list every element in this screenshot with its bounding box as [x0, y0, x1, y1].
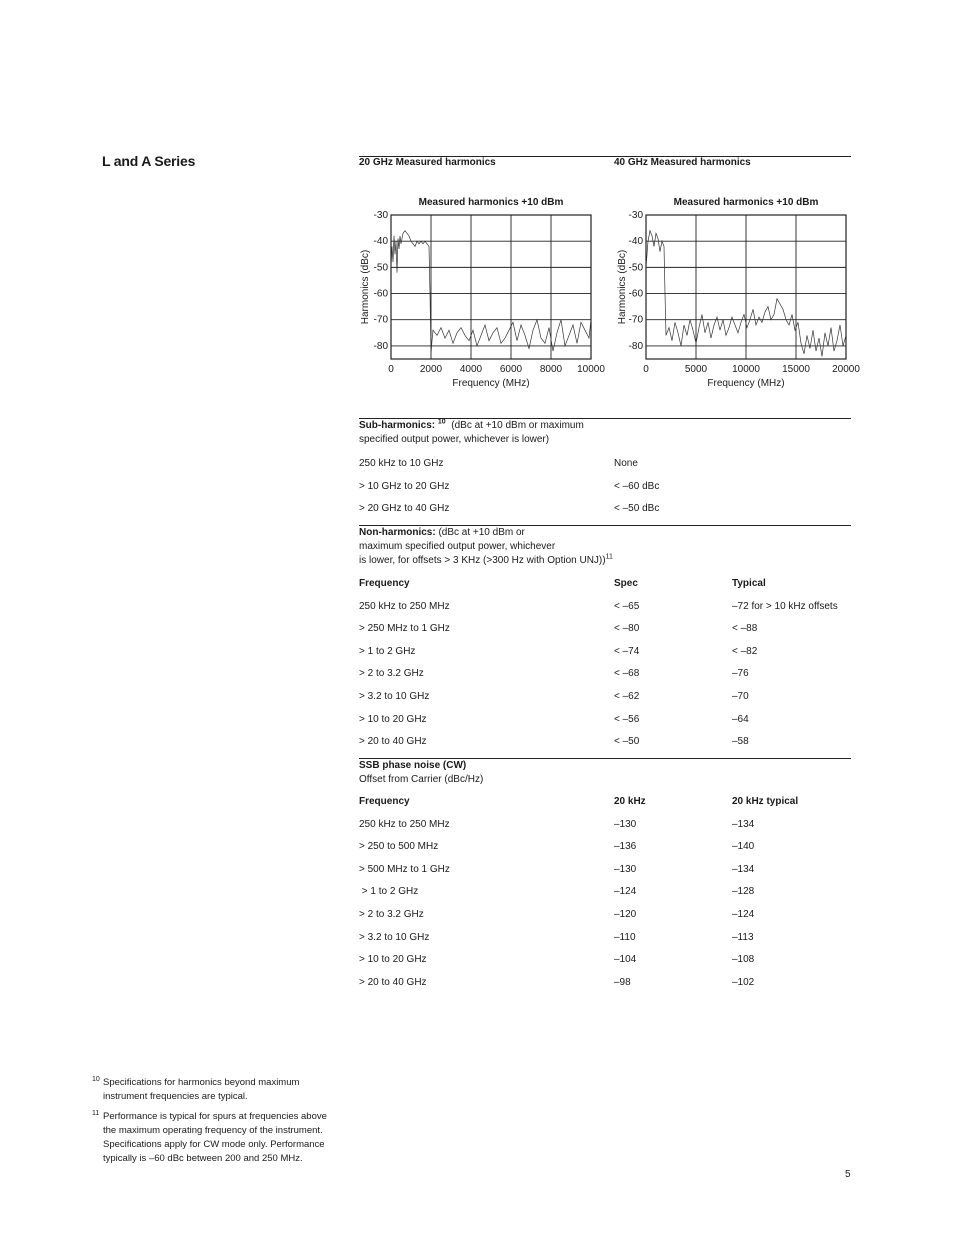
table-cell: > 1 to 2 GHz: [359, 645, 416, 657]
y-tick-label: -30: [373, 210, 388, 221]
x-tick-label: 20000: [832, 364, 860, 375]
table-cell: < –82: [732, 645, 758, 657]
section-title: L and A Series: [102, 153, 196, 169]
table-cell: > 10 to 20 GHz: [359, 713, 427, 725]
table-cell: –130: [614, 863, 637, 875]
table-cell: –113: [732, 931, 754, 943]
table-cell: –120: [614, 909, 637, 920]
table-cell: –134: [732, 818, 755, 830]
table-header-cell: Typical: [732, 578, 766, 589]
table-cell: > 2 to 3.2 GHz: [359, 909, 424, 920]
x-tick-label: 5000: [684, 364, 708, 375]
chart-20ghz-harmonics: [355, 190, 605, 390]
table-cell: > 20 GHz to 40 GHz: [359, 503, 450, 515]
x-tick-label: 0: [388, 364, 394, 375]
table-cell: None: [614, 458, 638, 469]
table-cell: > 20 to 40 GHz: [359, 976, 427, 988]
table-cell: > 10 GHz to 20 GHz: [359, 480, 450, 492]
x-tick-label: 4000: [459, 364, 483, 375]
table-header-cell: Frequency: [359, 578, 410, 589]
footnote-11: [92, 1110, 337, 1166]
sub-harmonics-note-1: (dBc at +10 dBm or maximum: [445, 420, 584, 431]
table-header-cell: 20 kHz: [614, 796, 646, 807]
table-cell: < –60 dBc: [614, 480, 660, 492]
table-cell: –76: [732, 668, 749, 680]
table-cell: < –50: [614, 736, 640, 748]
table-cell: –124: [732, 909, 755, 920]
table-cell: < –68: [614, 668, 640, 680]
ssb-label: SSB phase noise (CW): [359, 760, 467, 771]
x-axis-label: Frequency (MHz): [452, 378, 530, 389]
table-cell: < –65: [614, 600, 640, 612]
table-cell: < –56: [614, 713, 640, 725]
x-tick-label: 15000: [782, 364, 810, 375]
table-cell: 250 kHz to 250 MHz: [359, 818, 450, 830]
y-tick-label: -60: [373, 288, 388, 300]
chart-title: Measured harmonics +10 dBm: [418, 197, 564, 208]
series-line: [391, 231, 591, 354]
x-tick-label: 2000: [419, 364, 443, 375]
table-cell: > 250 MHz to 1 GHz: [359, 623, 450, 635]
y-axis-label: Harmonics (dBc): [360, 249, 371, 325]
y-tick-label: -50: [373, 262, 388, 274]
non-harmonics-heading: [359, 526, 699, 568]
footnote-10: [92, 1076, 337, 1104]
footnote-number: 11: [92, 1110, 100, 1117]
non-harmonics-label: Non-harmonics:: [359, 527, 436, 538]
y-tick-label: -80: [628, 340, 643, 352]
table-cell: > 20 to 40 GHz: [359, 736, 427, 748]
ssb-heading: [359, 759, 659, 787]
page-number: 5: [845, 1169, 851, 1180]
y-tick-label: -50: [628, 262, 643, 274]
y-tick-label: -60: [628, 288, 643, 300]
table-cell: > 2 to 3.2 GHz: [359, 668, 424, 680]
table-cell: 250 kHz to 10 GHz: [359, 458, 444, 469]
non-harmonics-note-3: is lower, for offsets > 3 KHz (>300 Hz with Option UNJ)): [359, 555, 606, 566]
sub-harmonics-heading: [359, 419, 659, 447]
y-tick-label: -30: [628, 210, 643, 221]
y-tick-label: -70: [373, 314, 388, 326]
y-axis-label: Harmonics (dBc): [617, 249, 628, 325]
table-cell: –102: [732, 976, 755, 988]
y-tick-label: -70: [628, 314, 643, 326]
table-cell: –64: [732, 713, 749, 725]
table-cell: > 3.2 to 10 GHz: [359, 931, 430, 943]
sub-harmonics-note-2: specified output power, whichever is lower): [359, 434, 550, 445]
table-cell: > 1 to 2 GHz: [359, 886, 419, 898]
x-tick-label: 10000: [732, 364, 760, 375]
table-cell: < –80: [614, 623, 640, 635]
footnote-ref-10: 10: [437, 418, 446, 426]
table-cell: –104: [614, 954, 637, 966]
table-cell: –72 for > 10 kHz offsets: [732, 600, 838, 612]
table-cell: –130: [614, 818, 637, 830]
table-cell: < –62: [614, 691, 640, 702]
x-tick-label: 6000: [499, 364, 523, 375]
chart-right-header: 40 GHz Measured harmonics: [614, 157, 751, 168]
footnote-text: Specifications for harmonics beyond maximum instrument frequencies are typical.: [103, 1077, 300, 1102]
y-tick-label: -40: [373, 236, 388, 248]
table-cell: –128: [732, 886, 755, 898]
footnote-text: Performance is typical for spurs at frequencies above the maximum operating frequency of the instrument. Specifications apply for CW mode only. Performance typically is –60 dBc between 200 and 250 MHz.: [103, 1111, 327, 1164]
table-cell: < –74: [614, 645, 640, 657]
x-axis-label: Frequency (MHz): [707, 378, 785, 389]
table-cell: –70: [732, 691, 749, 702]
chart-title: Measured harmonics +10 dBm: [673, 197, 819, 208]
table-cell: > 3.2 to 10 GHz: [359, 691, 430, 702]
table-cell: –58: [732, 736, 749, 748]
table-cell: > 250 to 500 MHz: [359, 841, 439, 853]
x-tick-label: 10000: [577, 364, 605, 375]
ssb-subtitle: Offset from Carrier (dBc/Hz): [359, 774, 484, 785]
y-tick-label: -40: [628, 236, 643, 248]
footnote-number: 10: [92, 1076, 100, 1083]
table-header-cell: Frequency: [359, 796, 410, 807]
non-harmonics-note-1: (dBc at +10 dBm or: [435, 527, 525, 538]
table-header-cell: 20 kHz typical: [732, 796, 799, 807]
table-cell: –124: [614, 886, 637, 898]
table-cell: –134: [732, 863, 755, 875]
table-cell: –98: [614, 976, 631, 988]
chart-left-header: 20 GHz Measured harmonics: [359, 157, 496, 168]
x-tick-label: 8000: [539, 364, 563, 375]
table-cell: < –50 dBc: [614, 503, 660, 515]
y-tick-label: -80: [373, 340, 388, 352]
table-cell: –110: [614, 931, 636, 943]
non-harmonics-note-2: maximum specified output power, whichever: [359, 541, 556, 552]
table-cell: > 10 to 20 GHz: [359, 954, 427, 966]
table-cell: > 500 MHz to 1 GHz: [359, 863, 450, 875]
table-cell: –140: [732, 841, 755, 853]
chart-40ghz-harmonics: [612, 190, 860, 390]
table-cell: –136: [614, 841, 637, 853]
table-header-cell: Spec: [614, 578, 638, 589]
table-cell: –108: [732, 954, 755, 966]
footnote-ref-11: 11: [605, 553, 613, 561]
x-tick-label: 0: [643, 364, 649, 375]
table-cell: < –88: [732, 623, 758, 635]
table-cell: 250 kHz to 250 MHz: [359, 600, 450, 612]
sub-harmonics-label: Sub-harmonics:: [359, 420, 436, 431]
